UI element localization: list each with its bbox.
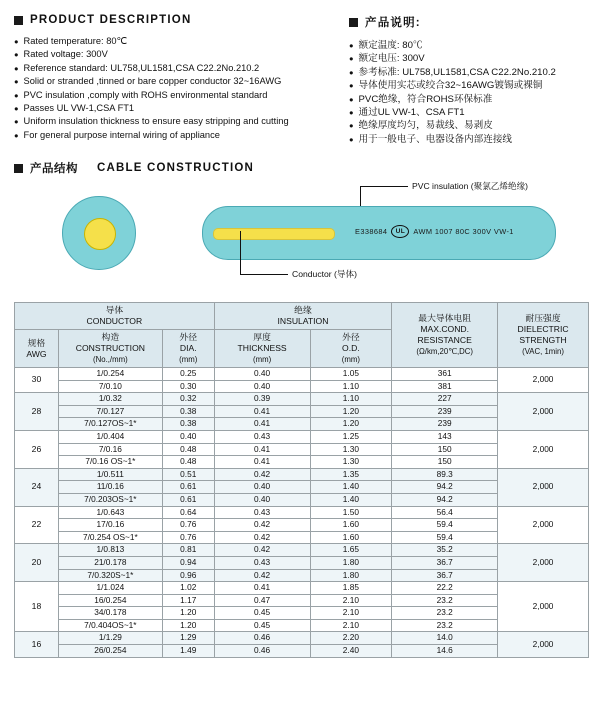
column-header-construction-en: CONSTRUCTION: [75, 343, 145, 353]
cell-construction: 7/0.254 OS~1*: [58, 531, 162, 544]
column-header-thickness: [214, 330, 310, 368]
cell-construction: 11/0.16: [58, 481, 162, 494]
cell-construction: 1/0.254: [58, 368, 162, 381]
cell-dielectric: 2,000: [498, 468, 589, 506]
column-header-awg-en: AWG: [26, 348, 47, 359]
table-row: [15, 544, 589, 557]
group-header-insulation: [214, 303, 392, 330]
bullet-icon: ●: [14, 130, 19, 140]
table-row: [15, 430, 589, 443]
list-item-text: 绝缘厚度均匀，易裁线、易剥皮: [358, 120, 493, 132]
bullet-icon: ●: [349, 54, 354, 64]
specifications-table-body: [15, 368, 589, 658]
cell-dia: 1.20: [162, 619, 214, 632]
column-header-thickness-unit: (mm): [252, 355, 272, 364]
column-header-dia-unit: (mm): [179, 355, 198, 364]
marking-file-number: E338684: [355, 227, 388, 236]
cell-thickness: 0.42: [214, 519, 310, 532]
table-row: [15, 506, 589, 519]
cell-construction: 1/0.813: [58, 544, 162, 557]
bullet-icon: ●: [14, 50, 19, 60]
list-item: [349, 39, 589, 52]
cell-resistance: 35.2: [392, 544, 498, 557]
cell-dielectric: 2,000: [498, 368, 589, 393]
group-header-insulation-cn: 绝缘: [294, 305, 312, 315]
cell-dielectric: 2,000: [498, 544, 589, 582]
column-header-construction: [58, 330, 162, 368]
group-header-insulation-en: INSULATION: [277, 316, 329, 326]
list-item: [14, 75, 349, 88]
cell-thickness: 0.40: [214, 380, 310, 393]
bullet-icon: ●: [349, 94, 354, 104]
cell-thickness: 0.43: [214, 556, 310, 569]
column-header-thickness-cn: 厚度: [253, 332, 271, 342]
specifications-table: [14, 302, 589, 658]
cell-thickness: 0.41: [214, 418, 310, 431]
bullet-icon: ●: [14, 77, 19, 87]
cell-resistance: 150: [392, 456, 498, 469]
bullet-icon: ●: [14, 37, 19, 46]
table-row: [15, 632, 589, 645]
group-header-conductor: [15, 303, 215, 330]
cell-awg: 18: [15, 582, 59, 632]
group-header-resistance-en: MAX.COND.: [420, 324, 470, 334]
group-header-resistance-en2: RESISTANCE: [417, 335, 472, 345]
cell-dia: 1.29: [162, 632, 214, 645]
list-item: [14, 115, 349, 128]
cell-od: 1.30: [310, 456, 392, 469]
cell-thickness: 0.41: [214, 443, 310, 456]
bullet-icon: ●: [349, 134, 354, 144]
cell-thickness: 0.41: [214, 582, 310, 595]
cell-resistance: 56.4: [392, 506, 498, 519]
cell-od: 2.10: [310, 619, 392, 632]
cell-dia: 1.17: [162, 594, 214, 607]
cell-dia: 0.61: [162, 493, 214, 506]
bullet-icon: ●: [349, 81, 354, 91]
bullet-icon: ●: [349, 121, 354, 131]
square-bullet-icon: [349, 18, 358, 27]
cell-dia: 1.49: [162, 645, 214, 658]
cell-thickness: 0.39: [214, 393, 310, 406]
cell-resistance: 227: [392, 393, 498, 406]
cable-construction-heading: [14, 160, 254, 176]
cell-od: 1.50: [310, 506, 392, 519]
list-item-text: PVC绝缘，符合ROHS环保标准: [358, 93, 493, 105]
cell-construction: 1/0.404: [58, 430, 162, 443]
product-description-en-title: PRODUCT DESCRIPTION: [30, 14, 192, 26]
group-header-resistance-unit: (Ω/km,20℃,DC): [416, 347, 473, 356]
cell-construction: 7/0.127OS~1*: [58, 418, 162, 431]
column-header-awg: [15, 330, 59, 368]
cell-dia: 0.51: [162, 468, 214, 481]
table-row: [15, 393, 589, 406]
cell-dia: 0.38: [162, 405, 214, 418]
list-item-text: Uniform insulation thickness to ensure easy stripping and cutting: [23, 116, 289, 127]
cell-thickness: 0.46: [214, 632, 310, 645]
cell-dia: 0.81: [162, 544, 214, 557]
cell-dia: 0.25: [162, 368, 214, 381]
cell-thickness: 0.45: [214, 607, 310, 620]
cell-resistance: 23.2: [392, 594, 498, 607]
cell-dia: 0.64: [162, 506, 214, 519]
cell-od: 1.20: [310, 418, 392, 431]
cell-od: 1.30: [310, 443, 392, 456]
cell-od: 2.40: [310, 645, 392, 658]
cable-construction-cn-title: 产品结构: [30, 163, 78, 175]
column-header-od-unit: (mm): [341, 355, 360, 364]
cell-thickness: 0.42: [214, 468, 310, 481]
cell-resistance: 381: [392, 380, 498, 393]
cell-construction: 16/0.254: [58, 594, 162, 607]
table-group-header-row: [15, 303, 589, 330]
group-header-dielectric-en: DIELECTRIC: [517, 324, 569, 334]
cell-thickness: 0.40: [214, 493, 310, 506]
list-item-text: 通过UL VW-1、CSA FT1: [358, 107, 465, 119]
column-header-dia: [162, 330, 214, 368]
cell-dia: 0.40: [162, 430, 214, 443]
column-header-dia-en: DIA.: [179, 343, 197, 353]
cell-dia: 0.76: [162, 519, 214, 532]
ul-logo-icon: UL: [391, 225, 409, 238]
cell-construction: 17/0.16: [58, 519, 162, 532]
list-item-text: For general purpose internal wiring of appliance: [23, 129, 220, 140]
description-chinese-column: [349, 14, 589, 146]
list-item: [349, 93, 589, 106]
column-header-od: [310, 330, 392, 368]
cell-awg: 20: [15, 544, 59, 582]
cell-resistance: 23.2: [392, 619, 498, 632]
cell-construction: 7/0.320S~1*: [58, 569, 162, 582]
cell-construction: 1/1.024: [58, 582, 162, 595]
cell-dielectric: 2,000: [498, 506, 589, 544]
bullet-icon: ●: [349, 108, 354, 118]
list-item: [349, 119, 589, 132]
conductor-core: [84, 218, 116, 250]
cell-od: 2.20: [310, 632, 392, 645]
cable-body: [202, 206, 556, 260]
cell-dia: 0.96: [162, 569, 214, 582]
cell-thickness: 0.46: [214, 645, 310, 658]
group-header-dielectric-cn: 耐压强度: [525, 313, 561, 323]
cell-thickness: 0.47: [214, 594, 310, 607]
cell-thickness: 0.42: [214, 544, 310, 557]
cell-resistance: 59.4: [392, 531, 498, 544]
description-en-list: [14, 35, 349, 142]
cell-construction: 34/0.178: [58, 607, 162, 620]
cell-resistance: 239: [392, 405, 498, 418]
cell-resistance: 94.2: [392, 481, 498, 494]
cell-resistance: 143: [392, 430, 498, 443]
conductor-label: Conductor (导体): [292, 269, 357, 279]
column-header-od-en: O.D.: [342, 343, 360, 353]
cell-construction: 1/0.32: [58, 393, 162, 406]
column-header-awg-cn: 规格: [27, 337, 46, 348]
cell-construction: 7/0.10: [58, 380, 162, 393]
cell-thickness: 0.40: [214, 368, 310, 381]
cell-construction: 7/0.127: [58, 405, 162, 418]
description-cn-list: [349, 39, 589, 146]
cell-awg: 26: [15, 430, 59, 468]
cell-resistance: 22.2: [392, 582, 498, 595]
cell-od: 1.80: [310, 556, 392, 569]
cell-od: 1.10: [310, 393, 392, 406]
bullet-icon: ●: [14, 90, 19, 100]
cable-diagram: [14, 181, 589, 292]
cell-od: 1.25: [310, 430, 392, 443]
cell-od: 2.10: [310, 607, 392, 620]
cell-dielectric: 2,000: [498, 430, 589, 468]
cell-dielectric: 2,000: [498, 632, 589, 657]
list-item-text: 额定电压: 300V: [358, 53, 425, 65]
cell-construction: 7/0.16: [58, 443, 162, 456]
cell-od: 2.10: [310, 594, 392, 607]
cell-thickness: 0.43: [214, 506, 310, 519]
group-header-dielectric-en2: STRENGTH: [519, 335, 567, 345]
square-bullet-icon: [14, 164, 23, 173]
cell-dia: 0.48: [162, 443, 214, 456]
column-header-od-cn: 外径: [342, 332, 360, 342]
list-item-text: 用于一般电子、电器设备内部连接线: [358, 133, 513, 145]
column-header-thickness-en: THICKNESS: [237, 343, 287, 353]
list-item: [349, 79, 589, 92]
cell-resistance: 239: [392, 418, 498, 431]
group-header-conductor-cn: 导体: [105, 305, 124, 315]
list-item-text: Passes UL VW-1,CSA FT1: [23, 103, 135, 114]
table-row: [15, 468, 589, 481]
cell-od: 1.85: [310, 582, 392, 595]
list-item: [349, 66, 589, 79]
cable-construction-en-title: CABLE CONSTRUCTION: [97, 162, 255, 174]
group-header-resistance: [392, 303, 498, 368]
marking-spec-text: AWM 1007 80C 300V VW-1: [413, 227, 514, 236]
cable-print-marking: [355, 225, 514, 238]
cell-resistance: 59.4: [392, 519, 498, 532]
cell-construction: 7/0.404OS~1*: [58, 619, 162, 632]
cell-od: 1.40: [310, 481, 392, 494]
cell-od: 1.60: [310, 531, 392, 544]
cell-dia: 0.61: [162, 481, 214, 494]
pvc-insulation-label: PVC insulation (聚氯乙烯绝缘): [412, 181, 529, 191]
cell-dia: 1.20: [162, 607, 214, 620]
list-item-text: Solid or stranded ,tinned or bare copper conductor 32~16AWG: [23, 76, 282, 87]
cell-dia: 0.32: [162, 393, 214, 406]
cell-od: 1.80: [310, 569, 392, 582]
cell-dia: 0.94: [162, 556, 214, 569]
product-description-cn-heading: [349, 14, 589, 30]
cell-thickness: 0.45: [214, 619, 310, 632]
list-item: [14, 89, 349, 102]
list-item-text: 导体使用实芯或绞合32~16AWG镀锡或裸铜: [358, 80, 543, 92]
cell-dia: 0.76: [162, 531, 214, 544]
cell-od: 1.35: [310, 468, 392, 481]
cell-awg: 16: [15, 632, 59, 657]
bullet-icon: ●: [349, 67, 354, 77]
cell-construction: 7/0.203OS~1*: [58, 493, 162, 506]
cell-construction: 1/0.511: [58, 468, 162, 481]
cell-od: 1.20: [310, 405, 392, 418]
cell-awg: 30: [15, 368, 59, 393]
cell-dia: 0.38: [162, 418, 214, 431]
cell-od: 1.40: [310, 493, 392, 506]
cell-thickness: 0.42: [214, 531, 310, 544]
pvc-leader-vertical: [360, 186, 361, 206]
cell-thickness: 0.40: [214, 481, 310, 494]
list-item: [14, 48, 349, 61]
cell-dia: 1.02: [162, 582, 214, 595]
group-header-conductor-en: CONDUCTOR: [86, 316, 143, 326]
cell-resistance: 89.3: [392, 468, 498, 481]
pvc-leader-horizontal: [360, 186, 408, 187]
product-description-section: [14, 14, 589, 146]
bullet-icon: ●: [14, 104, 19, 114]
column-header-construction-unit: (No.,/mm): [93, 355, 128, 364]
cell-thickness: 0.43: [214, 430, 310, 443]
list-item: [14, 102, 349, 115]
cell-awg: 22: [15, 506, 59, 544]
list-item-text: Rated voltage: 300V: [23, 49, 108, 60]
group-header-dielectric: [498, 303, 589, 368]
cell-dielectric: 2,000: [498, 582, 589, 632]
cell-od: 1.10: [310, 380, 392, 393]
list-item-text: Reference standard: UL758,UL1581,CSA C22.2No.210.2: [23, 62, 260, 73]
group-header-resistance-cn: 最大导体电阻: [418, 313, 472, 323]
cell-awg: 28: [15, 393, 59, 431]
list-item: [14, 62, 349, 75]
list-item: [349, 106, 589, 119]
cell-resistance: 36.7: [392, 556, 498, 569]
product-description-cn-title: 产品说明:: [365, 17, 421, 29]
list-item-text: Rated temperature: 80℃: [23, 36, 127, 46]
cell-od: 1.60: [310, 519, 392, 532]
bullet-icon: ●: [14, 117, 19, 127]
list-item: [349, 133, 589, 146]
conductor-leader-vertical: [240, 231, 241, 275]
cell-od: 1.65: [310, 544, 392, 557]
cell-resistance: 150: [392, 443, 498, 456]
cell-construction: 1/1.29: [58, 632, 162, 645]
cell-resistance: 36.7: [392, 569, 498, 582]
list-item-text: PVC insulation ,comply with ROHS environmental standard: [23, 89, 268, 100]
cell-dia: 0.30: [162, 380, 214, 393]
cell-construction: 21/0.178: [58, 556, 162, 569]
list-item: [14, 35, 349, 48]
conductor-strand: [213, 228, 335, 240]
cell-od: 1.05: [310, 368, 392, 381]
column-header-construction-cn: 构造: [101, 332, 120, 342]
cell-resistance: 94.2: [392, 493, 498, 506]
conductor-leader-horizontal: [240, 274, 288, 275]
cell-thickness: 0.41: [214, 456, 310, 469]
cell-construction: 26/0.254: [58, 645, 162, 658]
table-row: [15, 368, 589, 381]
bullet-icon: ●: [349, 41, 354, 50]
bullet-icon: ●: [14, 63, 19, 73]
cell-resistance: 23.2: [392, 607, 498, 620]
list-item: [349, 52, 589, 65]
column-header-dia-cn: 外径: [179, 332, 198, 342]
cell-dia: 0.48: [162, 456, 214, 469]
product-description-en-heading: [14, 14, 349, 26]
list-item-text: 额定温度: 80℃: [358, 40, 423, 51]
cell-resistance: 361: [392, 368, 498, 381]
description-english-column: [14, 14, 349, 146]
cell-resistance: 14.6: [392, 645, 498, 658]
cable-cross-section: [62, 196, 136, 270]
cell-thickness: 0.41: [214, 405, 310, 418]
square-bullet-icon: [14, 16, 23, 25]
list-item: [14, 129, 349, 142]
cell-awg: 24: [15, 468, 59, 506]
group-header-dielectric-unit: (VAC, 1min): [522, 347, 564, 356]
cell-dielectric: 2,000: [498, 393, 589, 431]
cell-thickness: 0.42: [214, 569, 310, 582]
cell-resistance: 14.0: [392, 632, 498, 645]
cell-construction: 1/0.643: [58, 506, 162, 519]
cell-construction: 7/0.16 OS~1*: [58, 456, 162, 469]
table-row: [15, 582, 589, 595]
list-item-text: 参考标准: UL758,UL1581,CSA C22.2No.210.2: [358, 66, 556, 78]
